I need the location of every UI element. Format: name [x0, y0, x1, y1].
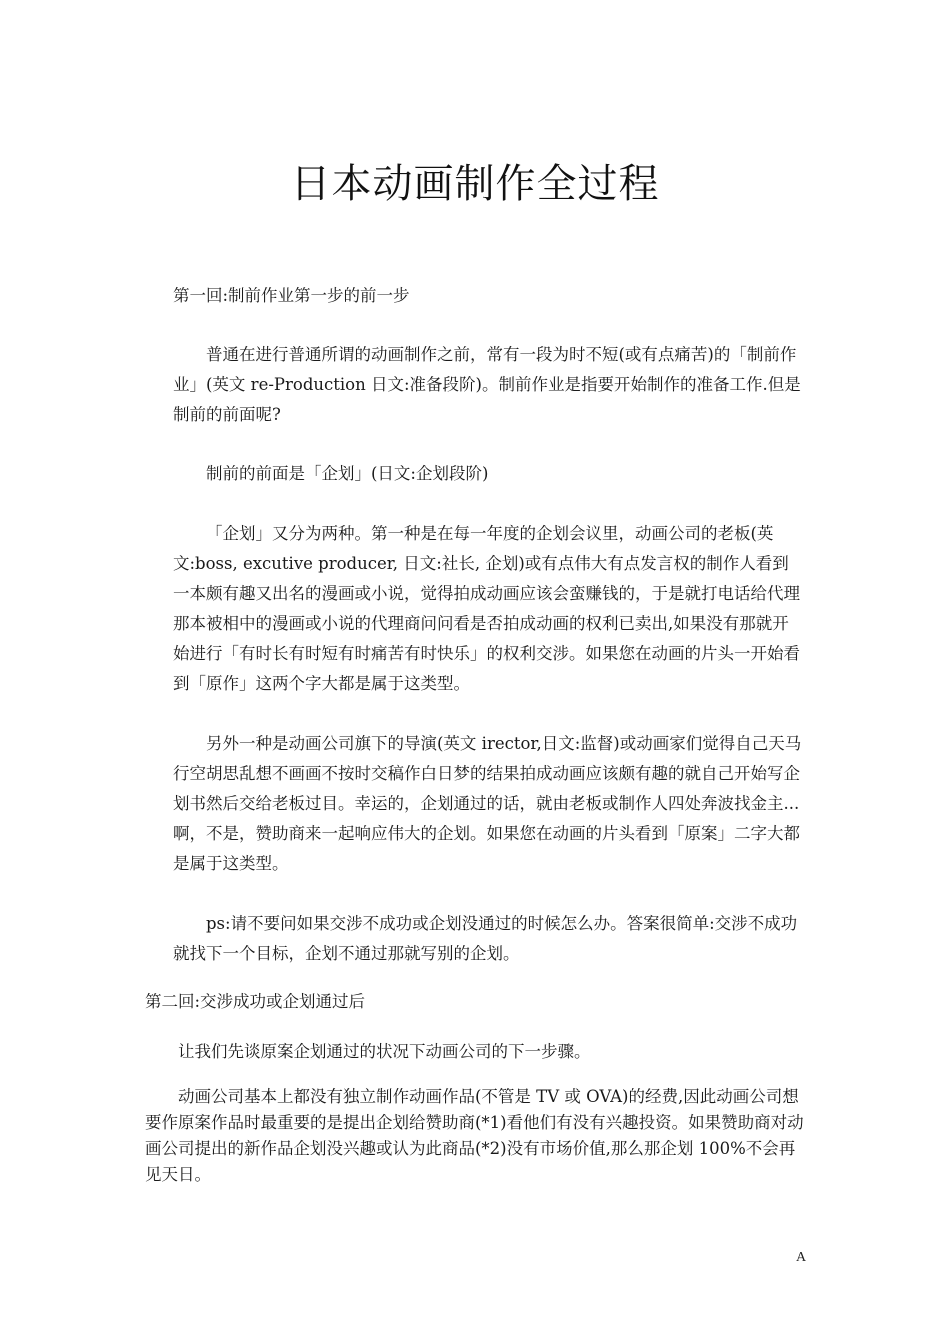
- section-2-heading: 第二回:交涉成功或企划通过后: [145, 992, 366, 1011]
- section-1-paragraph-2: 制前的前面是「企划」(日文:企划段阶): [206, 464, 489, 483]
- section-1-paragraph-4: 另外一种是动画公司旗下的导演(英文 irector,日文:监督)或动画家们觉得自己天马行空胡思乱想不画画不按时交稿作白日梦的结果拍成动画应该颇有趣的就自己开始写企划书然后交给老板过目。幸运的，企划通过的话，就由老板或制作人四处奔波找金主...啊，不是，赞助商来一起响应伟大的企划。如果您在动画的片头看到「原案」二字大都是属于这类型。: [173, 734, 802, 873]
- section-1-heading: 第一回:制前作业第一步的前一步: [173, 286, 410, 305]
- section-1-paragraph-1: 普通在进行普通所谓的动画制作之前，常有一段为时不短(或有点痛苦)的「制前作业」(英文 re-Production 日文:准备段阶)。制前作业是指要开始制作的准备工作.但是制前的前面呢?: [173, 345, 801, 424]
- section-1-paragraph-5: ps:请不要问如果交涉不成功或企划没通过的时候怎么办。答案很简单:交涉不成功就找下一个目标，企划不通过那就写别的企划。: [173, 914, 798, 963]
- section-2-paragraph-1: 让我们先谈原案企划通过的状况下动画公司的下一步骤。: [178, 1042, 591, 1061]
- page-footer-mark: A: [796, 1250, 807, 1265]
- section-1-paragraph-3: 「企划」又分为两种。第一种是在每一年度的企划会议里，动画公司的老板(英文:boss, excutive producer, 日文:社长, 企划)或有点伟大有点发言权的制作人看到一本颇有趣又出名的漫画或小说，觉得拍成动画应该会蛮赚钱的，于是就打电话给代理那本被相中的漫画或小说的代理商问问看是否拍成动画的权利已卖出,如果没有那就开始进行「有时长有时短有时痛苦有时快乐」的权利交涉。如果您在动画的片头一开始看到「原作」这两个字大都是属于这类型。: [173, 524, 800, 693]
- page-title: 日本动画制作全过程: [290, 161, 660, 207]
- section-2-paragraph-2: 动画公司基本上都没有独立制作动画作品(不管是 TV 或 OVA)的经费,因此动画公司想要作原案作品时最重要的是提出企划给赞助商(*1)看他们有没有兴趣投资。如果赞助商对动画公司提出的新作品企划没兴趣或认为此商品(*2)没有市场价值,那么那企划 100%不会再见天日。: [145, 1087, 804, 1184]
